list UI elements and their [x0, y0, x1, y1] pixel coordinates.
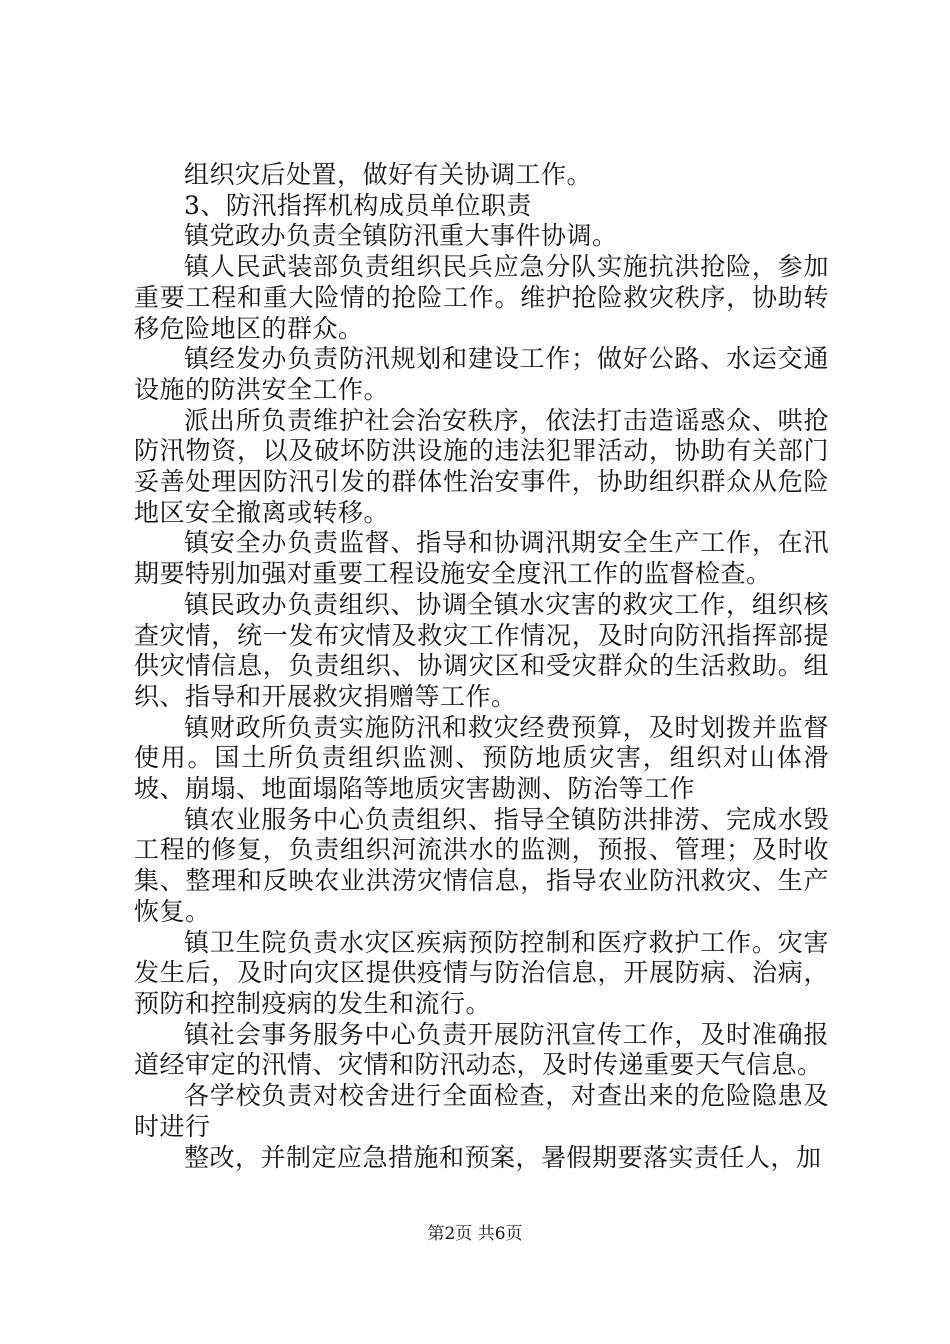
paragraph-dangzhengban: 镇党政办负责全镇防汛重大事件协调。 [184, 221, 618, 251]
paragraph-jingfaban: 镇经发办负责防汛规划和建设工作；做好公路、水运交通设施的防洪安全工作。 [134, 344, 829, 404]
paragraph-shehuishiwu: 镇社会事务服务中心负责开展防汛宣传工作，及时准确报道经审定的汛情、灾情和防汛动态，及时传递重要天气信息。 [134, 1019, 829, 1080]
paragraph-zhenggai: 整改，并制定应急措施和预案，暑假期要落实责任人，加 [184, 1142, 822, 1172]
paragraph-minzhengban: 镇民政办负责组织、协调全镇水灾害的救灾工作，组织核查灾情，统一发布灾情及救灾工作情况，及时向防汛指挥部提供灾情信息，负责组织、协调灾区和受灾群众的生活救助。组织、指导和开展救灾捐赠等工作。 [134, 589, 829, 711]
paragraph-1: 组织灾后处置，做好有关协调工作。 [184, 160, 593, 189]
paragraph-weishengyuan: 镇卫生院负责水灾区疾病预防控制和医疗救护工作。灾害发生后，及时向灾区提供疫情与防治信息，开展防病、治病，预防和控制疫病的发生和流行。 [134, 927, 829, 1018]
paragraph-wuzhuangbu: 镇人民武装部负责组织民兵应急分队实施抗洪抢险，参加重要工程和重大险情的抢险工作。维护抢险救灾秩序，协助转移危险地区的群众。 [134, 252, 829, 343]
paragraph-paichusuo: 派出所负责维护社会治安秩序，依法打击造谣惑众、哄抢防汛物资，以及破坏防洪设施的违法犯罪活动，协助有关部门妥善处理因防汛引发的群体性治安事件，协助组织群众从危险地区安全撤离或转移。 [134, 405, 829, 527]
page-footer: 第2页 共6页 [427, 1224, 523, 1244]
paragraph-xuexiao: 各学校负责对校舍进行全面检查，对查出来的危险隐患及时进行 [134, 1081, 829, 1141]
section-heading: 3、防汛指挥机构成员单位职责 [184, 190, 532, 220]
document-body [134, 160, 829, 1173]
paragraph-anquanban: 镇安全办负责监督、指导和协调汛期安全生产工作，在汛期要特别加强对重要工程设施安全度汛工作的监督检查。 [134, 528, 829, 589]
paragraph-nongye: 镇农业服务中心负责组织、指导全镇防洪排涝、完成水毁工程的修复，负责组织河流洪水的监测，预报、管理；及时收集、整理和反映农业洪涝灾情信息，指导农业防汛救灾、生产恢复。 [134, 804, 829, 926]
paragraph-caizhengsuo: 镇财政所负责实施防汛和救灾经费预算，及时划拨并监督使用。国土所负责组织监测、预防地质灾害，组织对山体滑坡、崩塌、地面塌陷等地质灾害勘测、防治等工作 [134, 712, 829, 804]
